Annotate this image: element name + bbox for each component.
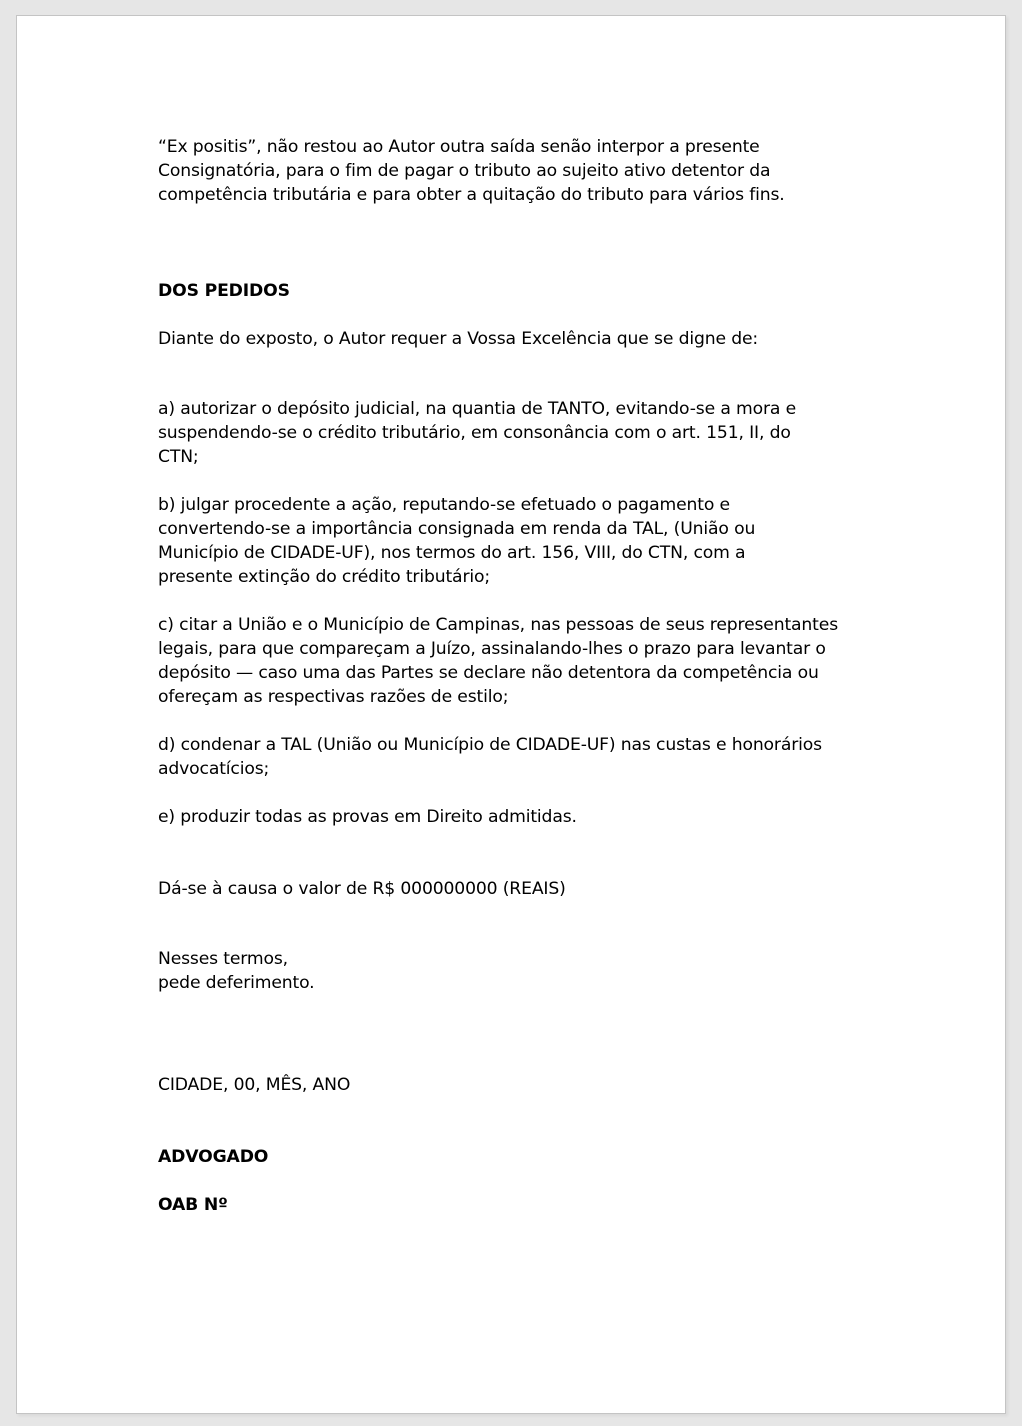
request-item-d: d) condenar a TAL (União ou Município de CIDADE-UF) nas custas e honorários advocatícios; <box>158 735 822 779</box>
request-item-e: e) produzir todas as provas em Direito admitidas. <box>158 807 577 827</box>
request-item-a: a) autorizar o depósito judicial, na quantia de TANTO, evitando-se a mora e suspendendo-se o crédito tributário, em consonância com o art. 151, II, do CTN; <box>158 399 797 467</box>
requests-intro: Diante do exposto, o Autor requer a Vossa Excelência que se digne de: <box>158 329 759 349</box>
section-heading: DOS PEDIDOS <box>158 281 290 301</box>
request-item-c: c) citar a União e o Município de Campinas, nas pessoas de seus representantes legais, para que compareçam a Juízo, assinalando-lhes o prazo para levantar o depósito — caso uma das Partes se declare não detentora da competência ou ofereçam as respectivas razões de estilo; <box>158 615 838 707</box>
document-page <box>16 15 1006 1414</box>
signature-registration: OAB Nº <box>158 1195 228 1215</box>
request-item-b: b) julgar procedente a ação, reputando-se efetuado o pagamento e convertendo-se a importância consignada em renda da TAL, (União ou Município de CIDADE-UF), nos termos do art. 156, VIII, do CTN, com a presente extinção do crédito tributário; <box>158 495 756 587</box>
place-date: CIDADE, 00, MÊS, ANO <box>158 1075 351 1095</box>
intro-paragraph: “Ex positis”, não restou ao Autor outra saída senão interpor a presente Consignatória, para o fim de pagar o tributo ao sujeito ativo detentor da competência tributária e para obter a quitação do tributo para vários fins. <box>158 137 785 205</box>
case-value: Dá-se à causa o valor de R$ 000000000 (REAIS) <box>158 879 566 899</box>
signature-name: ADVOGADO <box>158 1147 269 1167</box>
closing-text: Nesses termos, pede deferimento. <box>158 949 315 993</box>
